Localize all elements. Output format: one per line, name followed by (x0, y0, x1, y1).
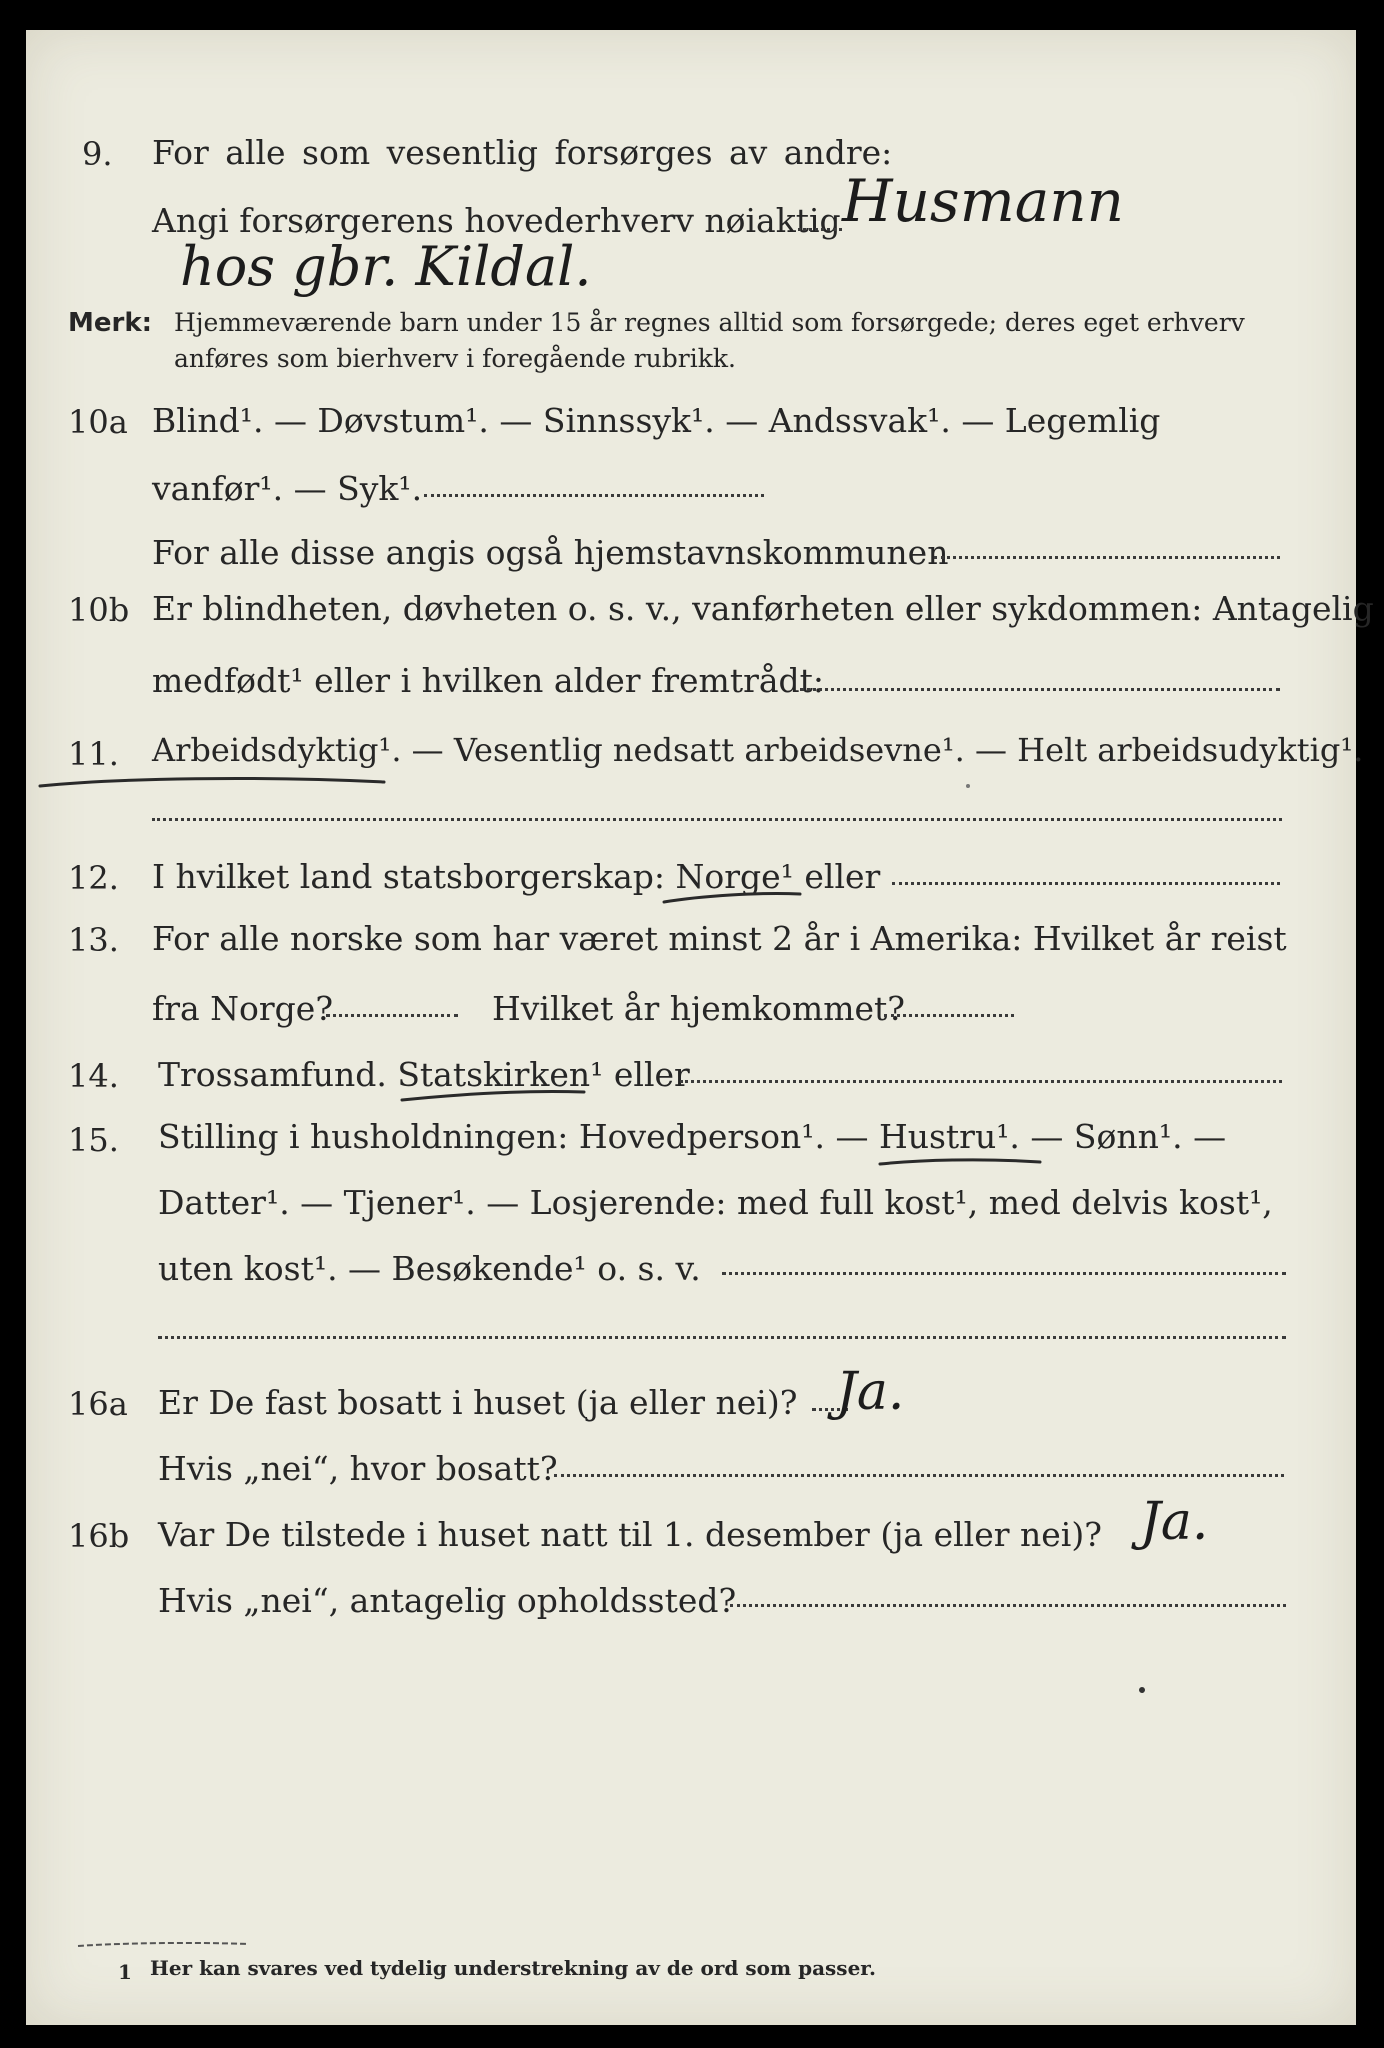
q10b-line1: Er blindheten, døvheten o. s. v., vanførheten eller sykdommen: Antagelig (152, 589, 1374, 628)
q10a-number: 10a (68, 403, 128, 441)
q9-line1: For alle som vesentlig forsørges av andre: (152, 133, 893, 172)
q16b-handwritten-answer: Ja. (1140, 1492, 1209, 1552)
q10a-line2: vanfør¹. — Syk¹. (152, 469, 423, 508)
q10a-line1: Blind¹. — Døvstum¹. — Sinnssyk¹. — Andssvak¹. — Legemlig (152, 401, 1161, 440)
merk-label: Merk: (68, 308, 153, 338)
q16a-line1: Er De fast bosatt i huset (ja eller nei)? (158, 1383, 798, 1422)
merk-line1: Hjemmeværende barn under 15 år regnes alltid som forsørgede; deres eget erhverv (174, 308, 1245, 337)
q16a-line2: Hvis „nei“, hvor bosatt? (158, 1449, 558, 1488)
q16a-handwritten-answer: Ja. (836, 1362, 905, 1422)
q16a-number: 16a (68, 1385, 128, 1423)
q13-number: 13. (68, 921, 119, 959)
q13-line2a: fra Norge? (152, 989, 334, 1028)
q13-line1: For alle norske som har været minst 2 år i Amerika: Hvilket år reist (152, 919, 1287, 958)
q9-line2: Angi forsørgerens hovederhverv nøiaktig (152, 201, 841, 240)
q10b-number: 10b (68, 591, 130, 629)
q15-underline-hustru (880, 1160, 1040, 1164)
q11-underline-arbeidsdyktig (40, 779, 384, 786)
q16b-line2: Hvis „nei“, antagelig opholdssted? (158, 1581, 737, 1620)
q15-number: 15. (68, 1121, 119, 1159)
q10b-line2: medfødt¹ eller i hvilken alder fremtrådt: (152, 661, 825, 700)
merk-line2: anføres som bierhverv i foregående rubrikk. (174, 344, 736, 373)
q14-line1: Trossamfund. Statskirken¹ eller (158, 1055, 690, 1094)
q10a-line3: For alle disse angis også hjemstavnskommunen (152, 533, 949, 572)
footnote-mark: 1 (118, 1960, 132, 1984)
q9-number: 9. (82, 135, 113, 173)
q9-handwritten-answer-2: hos gbr. Kildal. (180, 235, 592, 298)
q9-handwritten-answer-1: Husmann (842, 167, 1124, 235)
q13-line2b: Hvilket år hjemkommet? (492, 989, 905, 1028)
footnote-rule (78, 1943, 248, 1946)
q12-underline-norge (664, 893, 800, 902)
footnote-text: Her kan svares ved tydelig understrekning av de ord som passer. (150, 1956, 876, 1980)
q15-line3: uten kost¹. — Besøkende¹ o. s. v. (158, 1249, 701, 1288)
q14-underline-statskirken (402, 1091, 584, 1100)
q11-number: 11. (68, 735, 119, 773)
q15-line1: Stilling i husholdningen: Hovedperson¹. — Hustru¹. — Sønn¹. — (158, 1117, 1227, 1156)
q12-line1: I hvilket land statsborgerskap: Norge¹ eller (152, 857, 881, 896)
q16b-number: 16b (68, 1517, 130, 1555)
q11-line1: Arbeidsdyktig¹. — Vesentlig nedsatt arbeidsevne¹. — Helt arbeidsudyktig¹. (152, 731, 1364, 769)
ink-speck-2 (966, 784, 970, 788)
ink-speck (1139, 1687, 1145, 1693)
q16b-line1: Var De tilstede i huset natt til 1. desember (ja eller nei)? (158, 1515, 1102, 1554)
q14-number: 14. (68, 1057, 119, 1095)
q12-number: 12. (68, 859, 119, 897)
q15-line2: Datter¹. — Tjener¹. — Losjerende: med full kost¹, med delvis kost¹, (158, 1183, 1273, 1222)
